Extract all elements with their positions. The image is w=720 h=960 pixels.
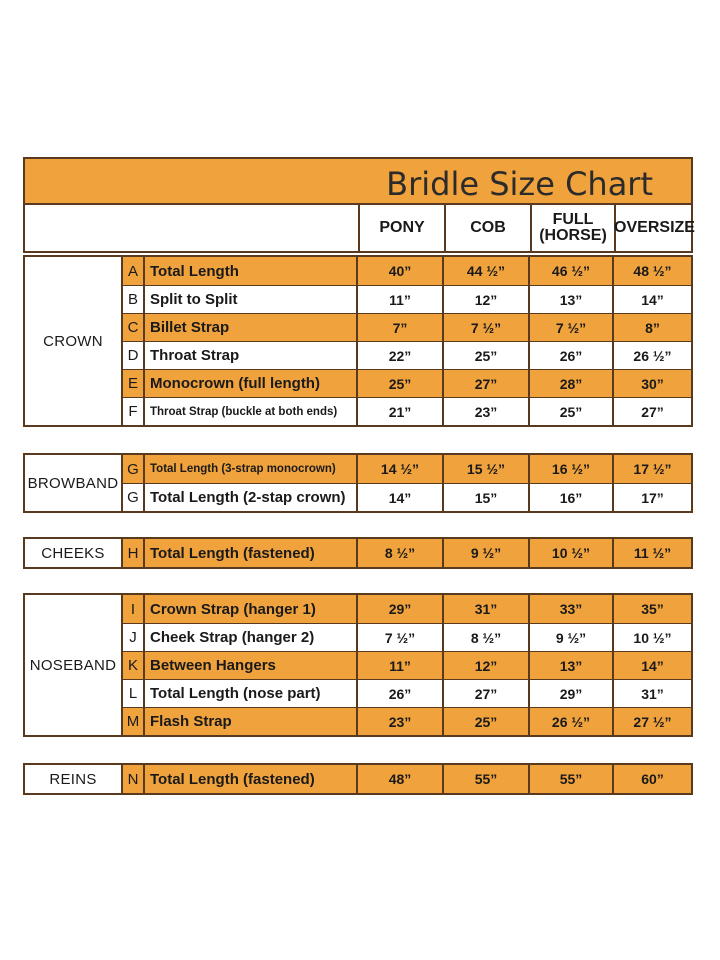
table-row	[123, 341, 691, 369]
row-letter: D	[123, 342, 145, 369]
table-row	[123, 285, 691, 313]
size-value-full-horse: 10 ½”	[530, 539, 614, 567]
size-value-full-horse: 26 ½”	[530, 708, 614, 735]
table-row	[123, 257, 691, 285]
size-value-pony: 8 ½”	[358, 539, 444, 567]
column-header-text: OVERSIZE	[614, 219, 695, 236]
row-name: Billet Strap	[145, 314, 358, 341]
size-value-pony: 11”	[358, 652, 444, 679]
size-value-oversize: 14”	[641, 291, 664, 308]
size-value-pony: 29”	[358, 595, 444, 623]
group-reins	[23, 763, 693, 795]
row-name: Total Length	[145, 257, 358, 285]
column-header-text: COB	[470, 219, 506, 236]
size-value-pony: 40”	[358, 257, 444, 285]
size-value-cob: 9 ½”	[444, 539, 530, 567]
size-value-cob: 27”	[444, 370, 530, 397]
size-value-pony: 14”	[358, 484, 444, 511]
size-value-oversize: 60”	[641, 771, 664, 787]
size-value-full-horse: 29”	[530, 680, 614, 707]
size-value-oversize: 48 ½”	[633, 263, 672, 279]
size-value-full-horse: 13”	[530, 652, 614, 679]
table-row	[123, 483, 691, 511]
size-value-cob: 44 ½”	[444, 257, 530, 285]
title-bar	[23, 157, 693, 205]
size-value-full-horse: 33”	[530, 595, 614, 623]
row-name: Total Length (3-strap monocrown)	[145, 455, 358, 483]
row-name: Total Length (2-stap crown)	[145, 484, 358, 511]
group-cheeks	[23, 537, 693, 569]
chart-title: Bridle Size Chart	[386, 165, 653, 203]
size-value-pony: 11”	[358, 286, 444, 313]
size-value-pony: 7 ½”	[358, 624, 444, 651]
column-header-2	[444, 205, 530, 251]
size-value-full-horse: 55”	[530, 765, 614, 793]
size-value-oversize: 17 ½”	[633, 461, 672, 477]
column-header-1	[358, 205, 444, 251]
table-row	[123, 707, 691, 735]
column-header-3	[530, 205, 614, 251]
row-name: Between Hangers	[145, 652, 358, 679]
row-name: Cheek Strap (hanger 2)	[145, 624, 358, 651]
row-name: Throat Strap	[145, 342, 358, 369]
table-row	[123, 595, 691, 623]
table-row	[123, 623, 691, 651]
size-value-oversize: 10 ½”	[633, 629, 672, 646]
table-row	[123, 651, 691, 679]
row-letter: B	[123, 286, 145, 313]
row-letter: H	[123, 539, 145, 567]
size-value-full-horse: 16”	[530, 484, 614, 511]
size-value-cob: 25”	[444, 342, 530, 369]
row-letter: J	[123, 624, 145, 651]
row-letter: E	[123, 370, 145, 397]
size-value-oversize: 27”	[641, 403, 664, 420]
row-name: Throat Strap (buckle at both ends)	[145, 398, 358, 425]
size-value-cob: 25”	[444, 708, 530, 735]
row-letter: I	[123, 595, 145, 623]
size-value-full-horse: 46 ½”	[530, 257, 614, 285]
size-value-full-horse: 7 ½”	[530, 314, 614, 341]
row-letter: M	[123, 708, 145, 735]
row-name: Total Length (fastened)	[145, 765, 358, 793]
group-noseband	[23, 593, 693, 737]
size-value-cob: 15”	[444, 484, 530, 511]
size-value-oversize: 30”	[641, 375, 664, 392]
size-value-pony: 7”	[358, 314, 444, 341]
size-value-oversize: 11 ½”	[633, 545, 672, 561]
row-name: Flash Strap	[145, 708, 358, 735]
size-value-pony: 21”	[358, 398, 444, 425]
size-value-cob: 55”	[444, 765, 530, 793]
group-browband	[23, 453, 693, 513]
size-value-full-horse: 13”	[530, 286, 614, 313]
row-name: Crown Strap (hanger 1)	[145, 595, 358, 623]
size-value-pony: 25”	[358, 370, 444, 397]
size-value-full-horse: 9 ½”	[530, 624, 614, 651]
group-label: REINS	[25, 765, 123, 793]
row-name: Monocrown (full length)	[145, 370, 358, 397]
row-letter: G	[123, 455, 145, 483]
size-value-cob: 12”	[444, 286, 530, 313]
row-letter: N	[123, 765, 145, 793]
size-value-oversize: 26 ½”	[633, 347, 672, 364]
row-letter: G	[123, 484, 145, 511]
size-value-cob: 8 ½”	[444, 624, 530, 651]
size-value-cob: 7 ½”	[444, 314, 530, 341]
column-header-row	[23, 205, 693, 253]
row-name: Total Length (nose part)	[145, 680, 358, 707]
size-value-oversize: 14”	[641, 657, 664, 674]
size-value-full-horse: 16 ½”	[530, 455, 614, 483]
row-letter: K	[123, 652, 145, 679]
table-row	[123, 369, 691, 397]
group-crown	[23, 255, 693, 427]
size-value-pony: 23”	[358, 708, 444, 735]
column-header-text: PONY	[379, 219, 425, 236]
size-value-pony: 26”	[358, 680, 444, 707]
group-label: CROWN	[25, 257, 123, 425]
column-header-4	[614, 205, 693, 251]
size-value-full-horse: 28”	[530, 370, 614, 397]
row-letter: A	[123, 257, 145, 285]
table-row	[123, 313, 691, 341]
size-value-oversize: 17”	[641, 489, 664, 506]
group-label: BROWBAND	[25, 455, 123, 511]
size-value-pony: 48”	[358, 765, 444, 793]
table-row	[123, 397, 691, 425]
size-value-oversize: 8”	[645, 319, 660, 336]
size-value-oversize: 31”	[641, 685, 664, 702]
size-value-cob: 12”	[444, 652, 530, 679]
row-letter: F	[123, 398, 145, 425]
table-row	[123, 455, 691, 483]
size-value-cob: 23”	[444, 398, 530, 425]
column-header-text: (HORSE)	[539, 227, 607, 244]
row-name: Total Length (fastened)	[145, 539, 358, 567]
size-value-pony: 14 ½”	[358, 455, 444, 483]
size-value-pony: 22”	[358, 342, 444, 369]
size-value-full-horse: 25”	[530, 398, 614, 425]
row-letter: C	[123, 314, 145, 341]
row-letter: L	[123, 680, 145, 707]
size-value-cob: 27”	[444, 680, 530, 707]
size-value-full-horse: 26”	[530, 342, 614, 369]
size-value-cob: 31”	[444, 595, 530, 623]
column-header-text: FULL	[552, 211, 594, 228]
row-name: Split to Split	[145, 286, 358, 313]
table-row	[123, 765, 691, 793]
size-value-cob: 15 ½”	[444, 455, 530, 483]
size-value-oversize: 35”	[641, 601, 664, 617]
table-row	[123, 679, 691, 707]
size-value-oversize: 27 ½”	[633, 713, 672, 730]
group-label: CHEEKS	[25, 539, 123, 567]
group-label: NOSEBAND	[25, 595, 123, 735]
table-row	[123, 539, 691, 567]
